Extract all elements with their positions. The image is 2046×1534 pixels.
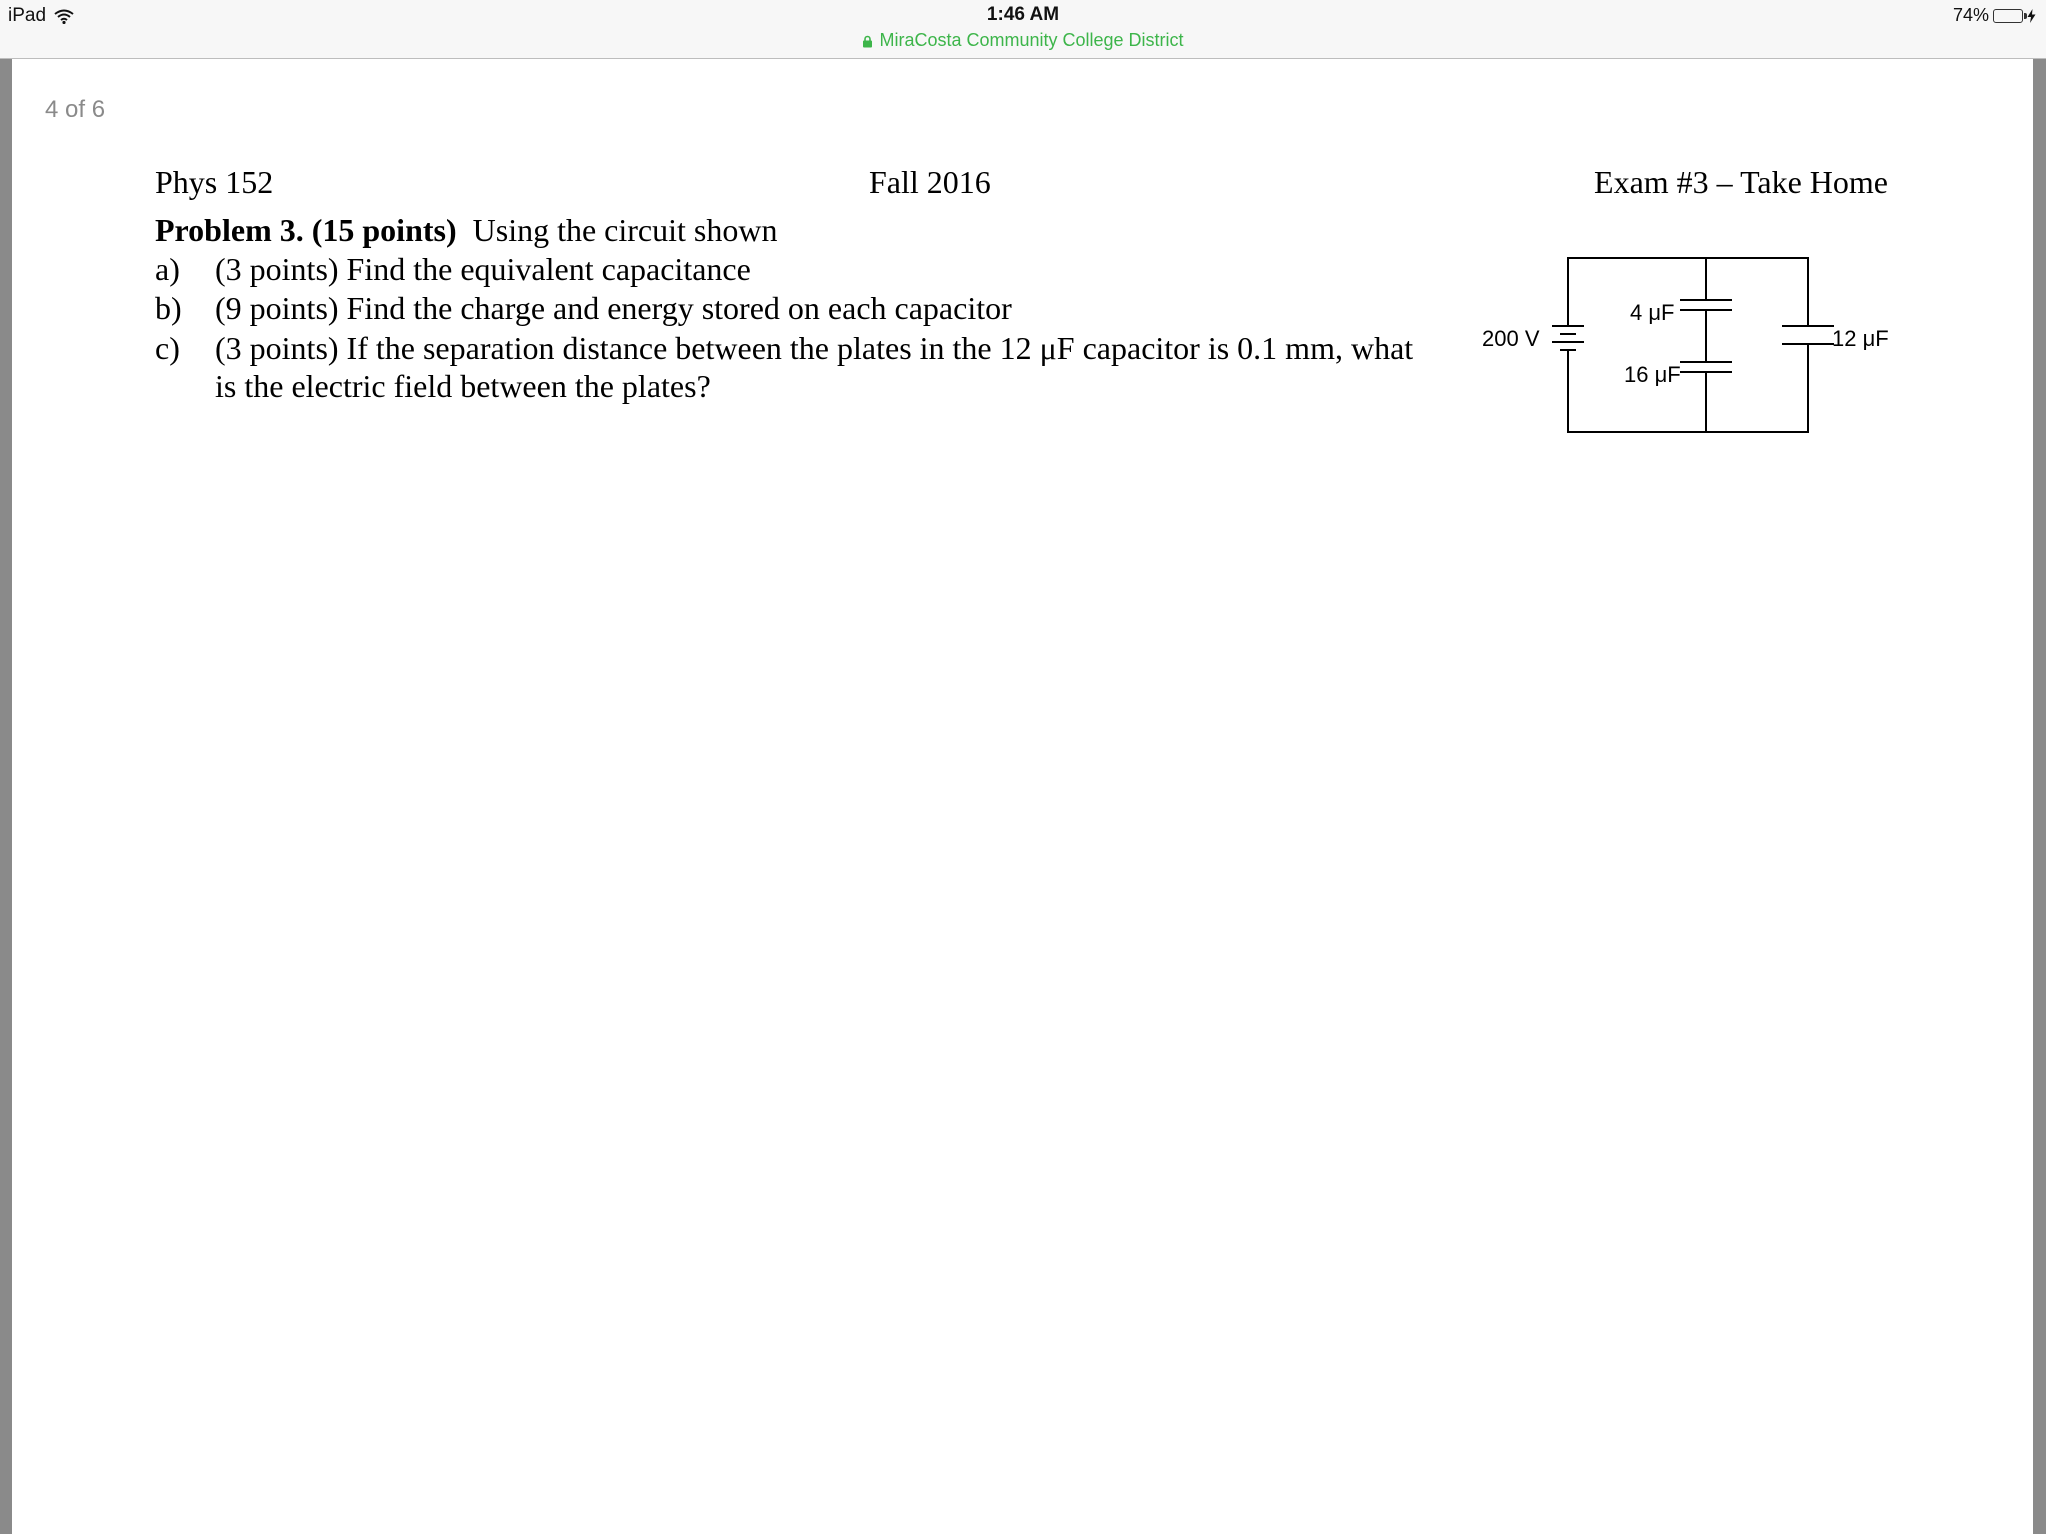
- left-page-gutter: [0, 59, 12, 1534]
- battery-symbol: [1552, 326, 1584, 354]
- circuit-wires: [1568, 258, 1808, 432]
- clock: 1:46 AM: [986, 4, 1060, 25]
- problem-part-b: [155, 290, 1012, 327]
- status-bar: [0, 0, 2046, 59]
- problem-heading: [155, 212, 777, 249]
- scrollbar[interactable]: [2033, 59, 2046, 1534]
- device-name: iPad: [8, 5, 47, 26]
- status-right: [1953, 5, 2036, 26]
- capacitor-16uf-label: 16 μF: [1624, 362, 1681, 387]
- capacitor-16uf: [1680, 362, 1732, 372]
- term: Fall 2016: [869, 164, 991, 200]
- problem-intro: Using the circuit shown: [472, 212, 778, 248]
- site-address[interactable]: [0, 30, 2046, 51]
- part-label: c): [155, 330, 180, 366]
- course-name: Phys 152: [155, 164, 274, 200]
- problem-part-c-continued: is the electric field between the plates?: [215, 368, 711, 404]
- problem-part-c: [155, 330, 1413, 367]
- circuit-diagram: [1480, 250, 1900, 440]
- part-text: (9 points) Find the charge and energy stored on each capacitor: [215, 290, 1012, 326]
- site-name: MiraCosta Community College District: [879, 30, 1184, 50]
- part-label: b): [155, 290, 182, 326]
- battery-icon: [1993, 9, 2023, 23]
- part-text: (3 points) Find the equivalent capacitance: [215, 251, 751, 287]
- lock-icon: [862, 35, 873, 48]
- part-label: a): [155, 251, 180, 287]
- exam-title: Exam #3 – Take Home: [1594, 164, 1888, 200]
- capacitor-12uf-label: 12 μF: [1832, 326, 1889, 351]
- capacitor-4uf: [1680, 300, 1732, 310]
- problem-part-a: [155, 251, 751, 288]
- problem-title: Problem 3. (15 points): [155, 212, 457, 248]
- part-text: (3 points) If the separation distance between the plates in the 12 μF capacitor is 0.1 mm, what: [215, 330, 1414, 366]
- battery-label: 200 V: [1482, 326, 1540, 351]
- charging-bolt-icon: [2027, 9, 2036, 23]
- capacitor-12uf: [1782, 316, 1834, 354]
- page-indicator: 4 of 6: [45, 96, 106, 123]
- capacitor-4uf-label: 4 μF: [1630, 300, 1675, 325]
- battery-percent: 74%: [1952, 5, 1989, 25]
